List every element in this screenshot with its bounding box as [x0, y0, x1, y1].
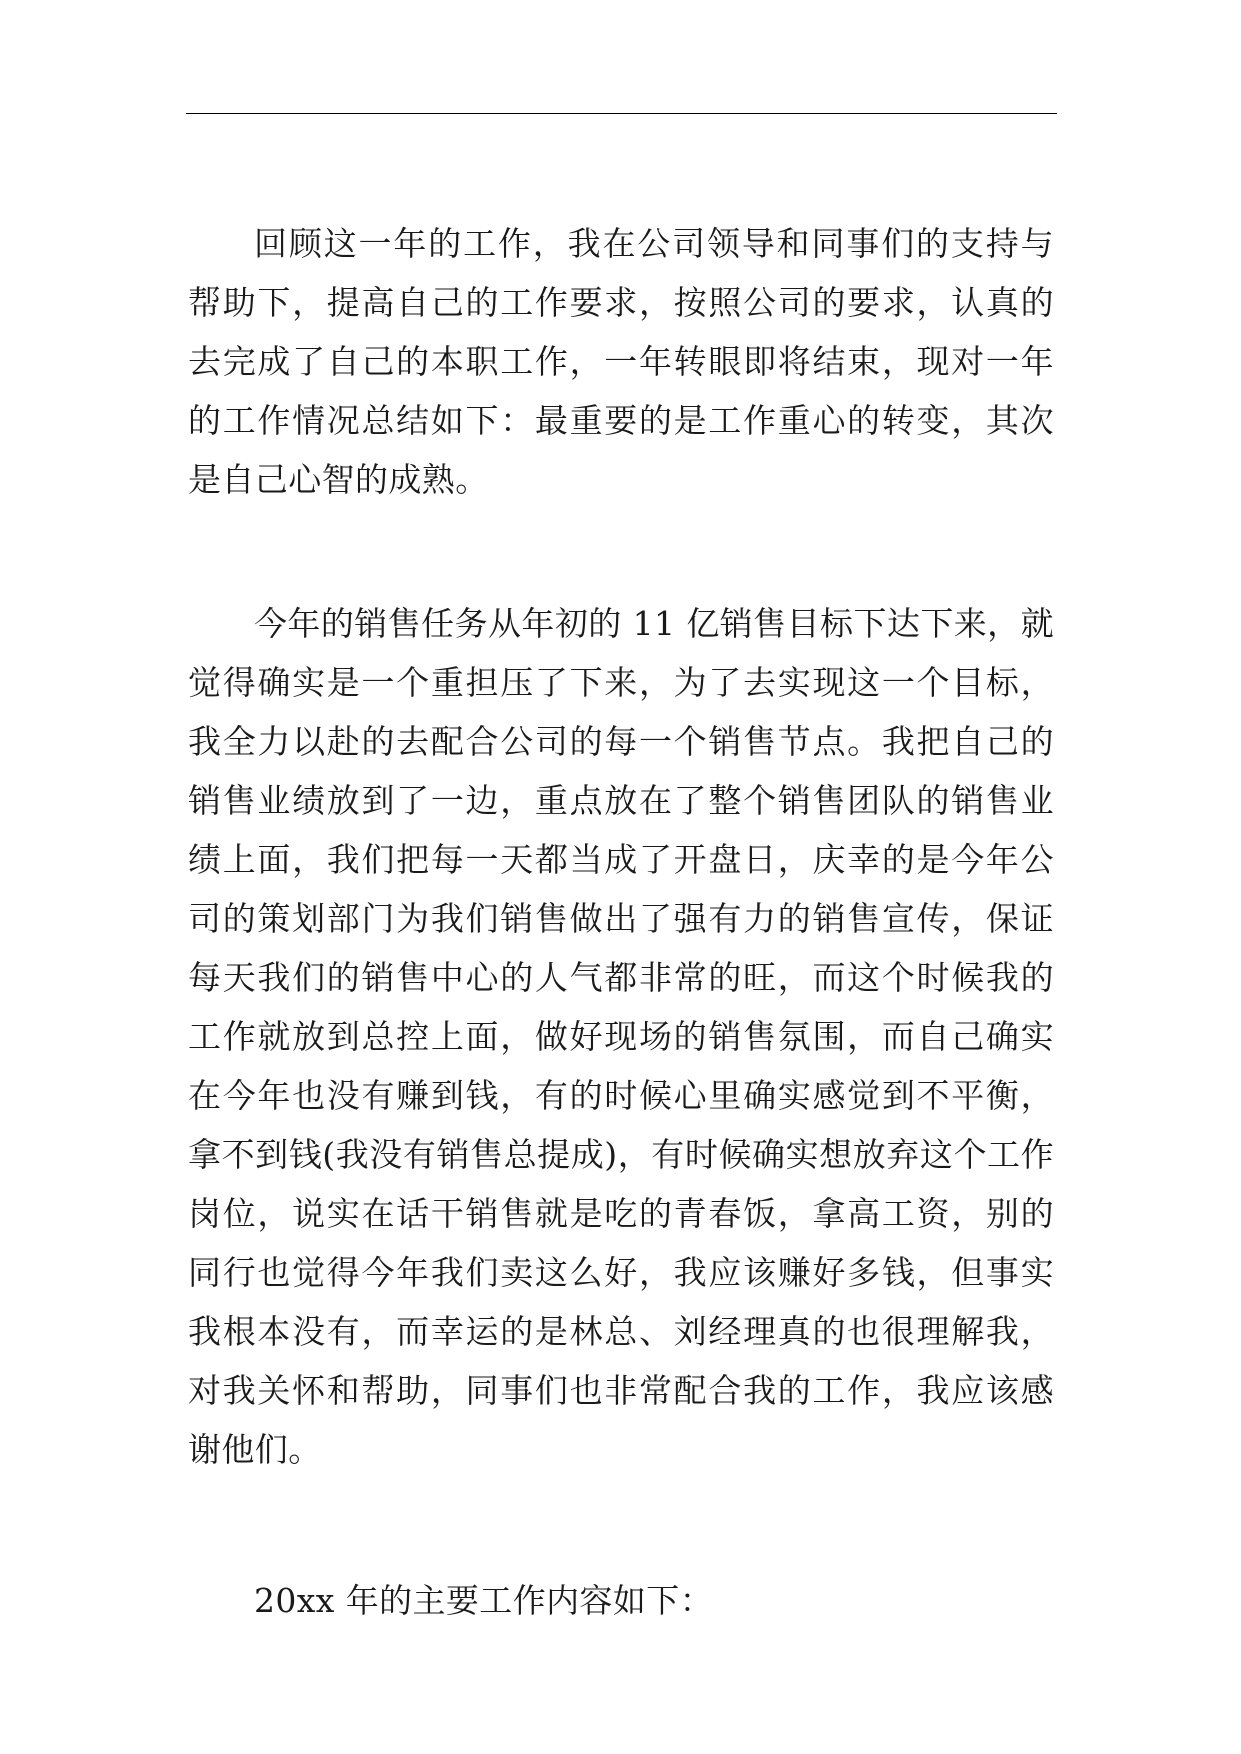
- paragraph-main-work-heading: 20xx 年的主要工作内容如下：: [254, 1581, 714, 1620]
- paragraph-review: 回顾这一年的工作，我在公司领导和同事们的支持与帮助下，提高自己的工作要求，按照公司的要求，认真的去完成了自己的本职工作，一年转眼即将结束，现对一年的工作情况总结如下：最重要的是工作重心的转变，其次是自己心智的成熟。: [188, 224, 1054, 499]
- header-rule: [186, 113, 1057, 114]
- document-body: [188, 214, 1054, 1630]
- paragraph-sales-task: 今年的销售任务从年初的 11 亿销售目标下达下来，就觉得确实是一个重担压了下来，为了去实现这一个目标，我全力以赴的去配合公司的每一个销售节点。我把自己的销售业绩放到了一边，重点放在了整个销售团队的销售业绩上面，我们把每一天都当成了开盘日，庆幸的是今年公司的策划部门为我们销售做出了强有力的销售宣传，保证每天我们的销售中心的人气都非常的旺，而这个时候我的工作就放到总控上面，做好现场的销售氛围，而自己确实在今年也没有赚到钱，有的时候心里确实感觉到不平衡，拿不到钱(我没有销售总提成)，有时候确实想放弃这个工作岗位，说实在话干销售就是吃的青春饭，拿高工资，别的同行也觉得今年我们卖这么好，我应该赚好多钱，但事实我根本没有，而幸运的是林总、刘经理真的也很理解我，对我关怀和帮助，同事们也非常配合我的工作，我应该感谢他们。: [188, 604, 1054, 1469]
